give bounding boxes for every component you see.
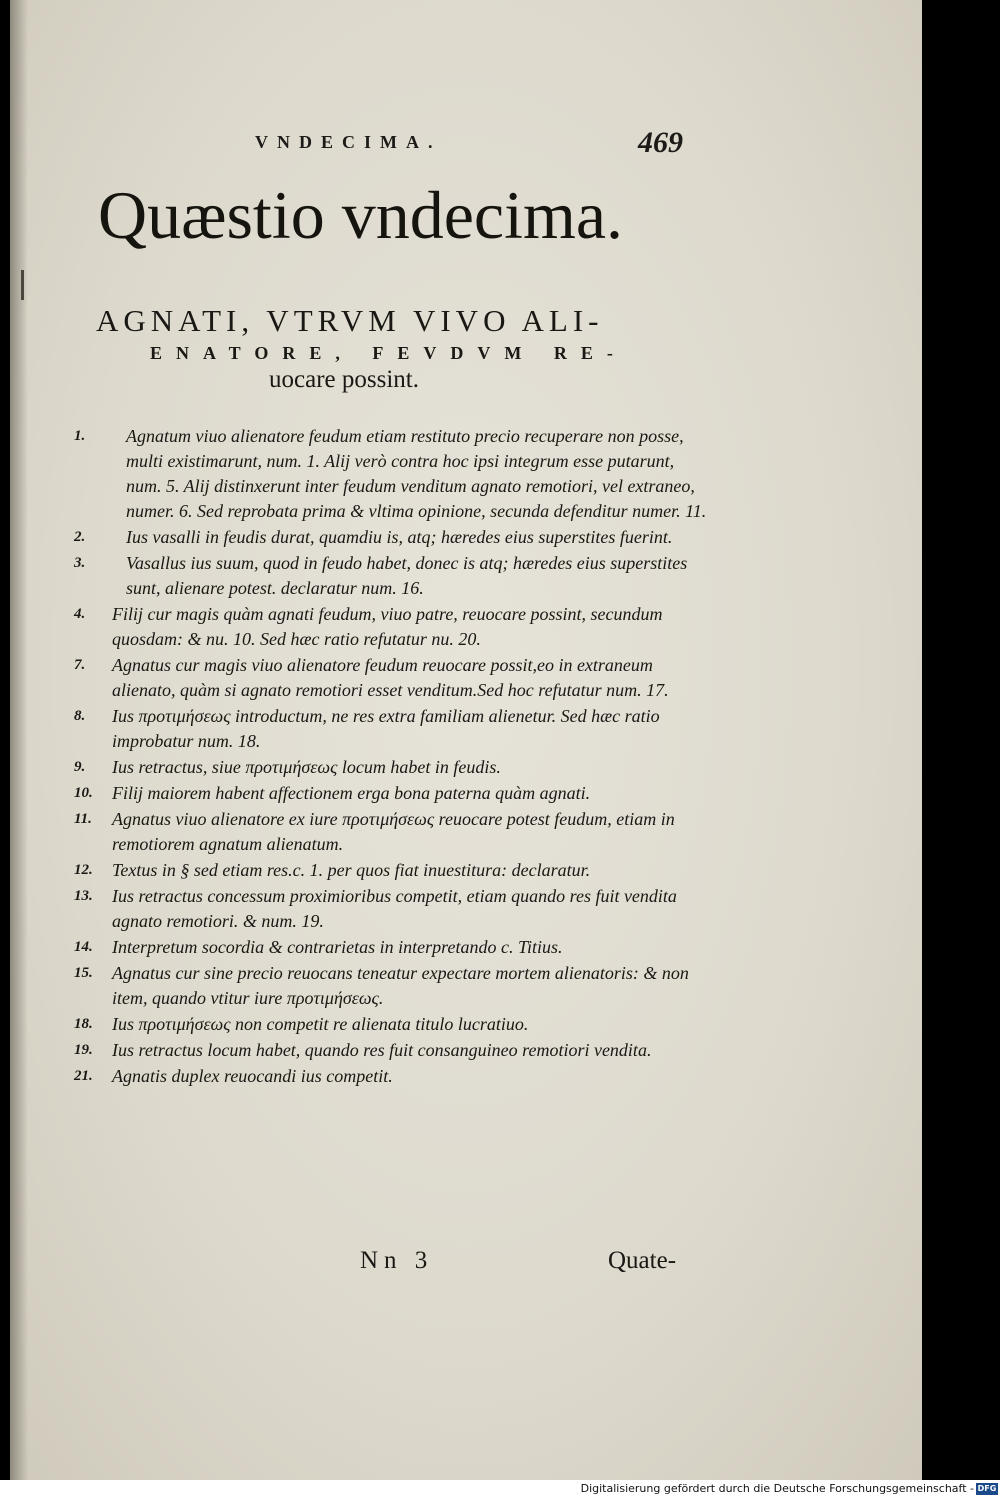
item-text: Ius retractus, siue προτιμήσεως locum habet in feudis.: [112, 757, 501, 777]
item-text: Filij cur magis quàm agnati feudum, viuo patre, reuocare possint, secundum quosdam: & nu. 10. Sed hæc ratio refutatur nu. 20.: [112, 604, 663, 649]
item-number: 9.: [74, 759, 86, 775]
item-text: Ius retractus locum habet, quando res fuit consanguineo remotiori vendita.: [112, 1040, 652, 1060]
list-item: [74, 602, 714, 652]
item-text: Interpretum socordia & contrarietas in interpretando c. Titius.: [112, 937, 563, 957]
item-number: 19.: [74, 1042, 93, 1058]
page-number: 469: [638, 126, 683, 159]
item-number: 7.: [74, 657, 86, 673]
page-title: Quæstio vndecima.: [98, 177, 624, 253]
item-text: Textus in § sed etiam res.c. 1. per quos fiat inuestitura: declaratur.: [112, 860, 591, 880]
item-text: Ius retractus concessum proximioribus competit, etiam quando res fuit vendita agnato remotiori. & num. 19.: [112, 886, 677, 931]
item-number: 4.: [74, 606, 86, 622]
item-text: Filij maiorem habent affectionem erga bona paterna quàm agnati.: [112, 783, 591, 803]
list-item: [74, 755, 714, 780]
item-number: 11.: [74, 811, 92, 827]
item-text: Ius vasalli in feudis durat, quamdiu is, atq; hæredes eius superstites fuerint.: [126, 527, 673, 547]
item-text: Ius προτιμήσεως non competit re alienata titulo lucratiuo.: [112, 1014, 529, 1034]
list-item: [74, 935, 714, 960]
running-head: VNDECIMA.: [255, 132, 442, 152]
item-number: 1.: [74, 428, 86, 444]
book-page: [10, 0, 922, 1480]
item-number: 15.: [74, 965, 93, 981]
item-number: 18.: [74, 1016, 93, 1032]
item-number: 13.: [74, 888, 93, 904]
item-number: 8.: [74, 708, 86, 724]
list-item: [74, 781, 714, 806]
item-text: Agnatus viuo alienatore ex iure προτιμήσεως reuocare potest feudum, etiam in remotiorem agnatum alienatum.: [112, 809, 675, 854]
summary-list: [74, 424, 714, 1090]
list-item: [74, 961, 714, 1011]
item-text: Agnatis duplex reuocandi ius competit.: [112, 1066, 393, 1086]
item-number: 2.: [74, 529, 86, 545]
list-item: [74, 1064, 714, 1089]
dfg-logo: DFG: [977, 1484, 997, 1493]
list-item: [74, 704, 714, 754]
item-number: 10.: [74, 785, 93, 801]
subtitle-line-1: AGNATI, VTRVM VIVO ALI-: [96, 303, 604, 338]
funding-credit: Digitalisierung gefördert durch die Deutsche Forschungsgemeinschaft -: [580, 1482, 974, 1495]
margin-mark: [21, 270, 24, 300]
item-number: 3.: [74, 555, 86, 571]
item-text: Agnatum viuo alienatore feudum etiam restituto precio recuperare non posse, multi existimarunt, num. 1. Alij verò contra hoc ipsi integrum esse putarunt, num. 5. Alij distinxerunt inter feudum venditum agnato remotiori, vel extraneo, numer. 6. Sed reprobata prima & vltima opinione, secunda defenditur numer. 11.: [126, 426, 707, 521]
list-item: [74, 653, 714, 703]
list-item: [74, 1038, 714, 1063]
page-gutter-shadow: [10, 0, 28, 1480]
subtitle-line-3: uocare possint.: [269, 366, 419, 393]
list-item: [74, 807, 714, 857]
item-number: 12.: [74, 862, 93, 878]
item-text: Ius προτιμήσεως introductum, ne res extra familiam alienetur. Sed hæc ratio improbatur num. 18.: [112, 706, 660, 751]
list-item: [74, 858, 714, 883]
catchword: Quate-: [608, 1247, 677, 1274]
list-item: [74, 884, 714, 934]
signature-mark: Nn 3: [360, 1247, 434, 1274]
item-number: 21.: [74, 1068, 93, 1084]
footer-bar: [0, 1480, 1000, 1499]
subtitle-line-2: ENATORE, FEVDVM RE-: [150, 343, 627, 363]
item-number: 14.: [74, 939, 93, 955]
list-item: [74, 551, 714, 601]
item-text: Vasallus ius suum, quod in feudo habet, donec is atq; hæredes eius superstites sunt, alienare potest. declaratur num. 16.: [126, 553, 688, 598]
item-text: Agnatus cur magis viuo alienatore feudum reuocare possit,eo in extraneum alienato, quàm si agnato remotiori esset venditum.Sed hoc refutatur num. 17.: [112, 655, 669, 700]
list-item: [74, 1012, 714, 1037]
list-item: [74, 525, 714, 550]
item-text: Agnatus cur sine precio reuocans teneatur expectare mortem alienatoris: & non item, quando vtitur iure προτιμήσεως.: [112, 963, 689, 1008]
list-item: [74, 424, 714, 524]
